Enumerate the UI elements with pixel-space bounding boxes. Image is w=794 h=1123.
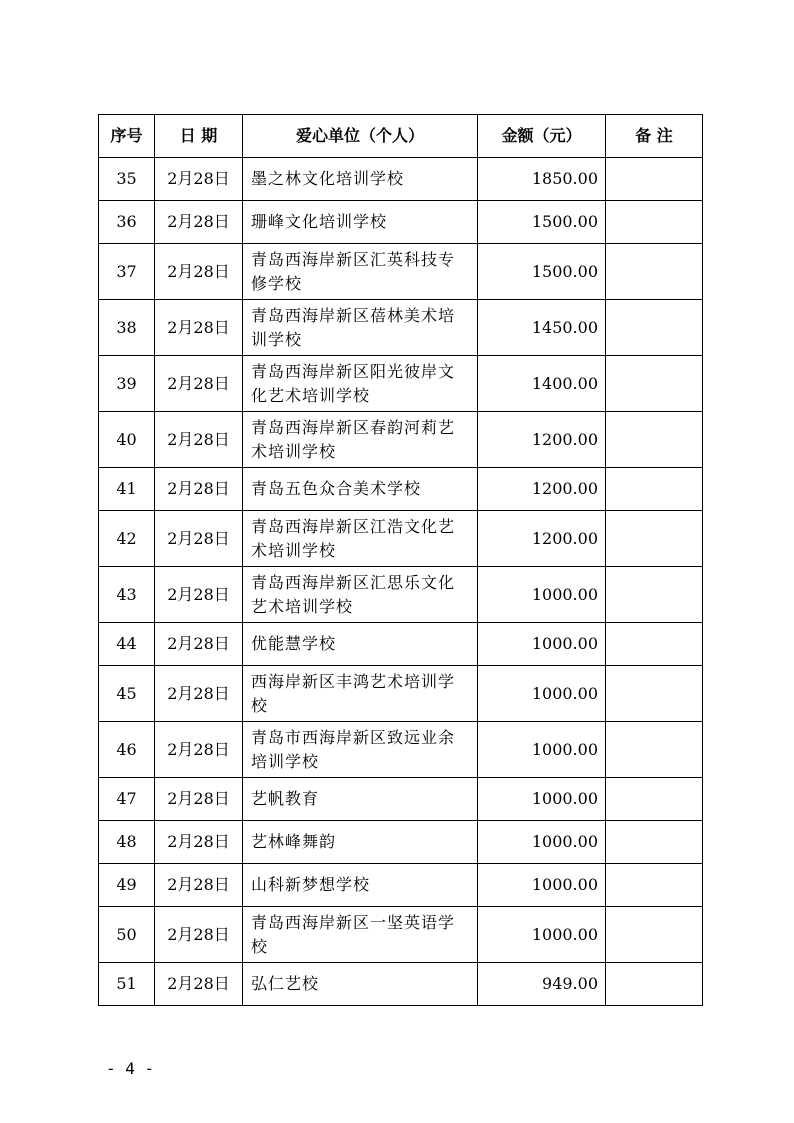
table-row — [99, 511, 703, 567]
cell-donor: 青岛市西海岸新区致远业余培训学校 — [243, 722, 478, 778]
cell-amount: 1000.00 — [478, 722, 606, 778]
cell-amount: 1000.00 — [478, 821, 606, 864]
cell-date: 2月28日 — [155, 623, 243, 666]
cell-serial-no: 41 — [99, 468, 155, 511]
cell-donor: 青岛西海岸新区汇思乐文化艺术培训学校 — [243, 567, 478, 623]
cell-amount: 949.00 — [478, 963, 606, 1006]
table-row — [99, 158, 703, 201]
table-row — [99, 300, 703, 356]
cell-date: 2月28日 — [155, 963, 243, 1006]
table-header-row — [99, 115, 703, 158]
table-row — [99, 722, 703, 778]
cell-donor: 青岛西海岸新区春韵河莉艺术培训学校 — [243, 412, 478, 468]
table-row — [99, 778, 703, 821]
cell-serial-no: 35 — [99, 158, 155, 201]
cell-amount: 1400.00 — [478, 356, 606, 412]
cell-date: 2月28日 — [155, 300, 243, 356]
cell-donor: 青岛西海岸新区一坚英语学校 — [243, 907, 478, 963]
cell-date: 2月28日 — [155, 356, 243, 412]
cell-serial-no: 38 — [99, 300, 155, 356]
cell-date: 2月28日 — [155, 201, 243, 244]
cell-amount: 1000.00 — [478, 907, 606, 963]
cell-amount: 1000.00 — [478, 623, 606, 666]
cell-donor: 墨之林文化培训学校 — [243, 158, 478, 201]
cell-serial-no: 39 — [99, 356, 155, 412]
header-donor: 爱心单位（个人） — [243, 115, 478, 158]
cell-serial-no: 36 — [99, 201, 155, 244]
cell-note — [606, 963, 703, 1006]
table-row — [99, 468, 703, 511]
cell-serial-no: 48 — [99, 821, 155, 864]
header-amount: 金额（元） — [478, 115, 606, 158]
cell-amount: 1000.00 — [478, 778, 606, 821]
cell-donor: 青岛西海岸新区江浩文化艺术培训学校 — [243, 511, 478, 567]
cell-serial-no: 37 — [99, 244, 155, 300]
cell-serial-no: 40 — [99, 412, 155, 468]
cell-donor: 珊峰文化培训学校 — [243, 201, 478, 244]
cell-serial-no: 51 — [99, 963, 155, 1006]
cell-note — [606, 864, 703, 907]
cell-donor: 优能慧学校 — [243, 623, 478, 666]
cell-note — [606, 468, 703, 511]
cell-date: 2月28日 — [155, 722, 243, 778]
table-row — [99, 963, 703, 1006]
table-row — [99, 821, 703, 864]
cell-amount: 1200.00 — [478, 412, 606, 468]
cell-date: 2月28日 — [155, 511, 243, 567]
cell-donor: 艺帆教育 — [243, 778, 478, 821]
cell-note — [606, 412, 703, 468]
cell-date: 2月28日 — [155, 821, 243, 864]
cell-serial-no: 46 — [99, 722, 155, 778]
cell-note — [606, 201, 703, 244]
table-row — [99, 412, 703, 468]
cell-donor: 青岛五色众合美术学校 — [243, 468, 478, 511]
cell-note — [606, 511, 703, 567]
cell-date: 2月28日 — [155, 412, 243, 468]
donation-table — [98, 114, 703, 1006]
header-note: 备 注 — [606, 115, 703, 158]
cell-donor: 青岛西海岸新区阳光彼岸文化艺术培训学校 — [243, 356, 478, 412]
cell-date: 2月28日 — [155, 158, 243, 201]
table-row — [99, 201, 703, 244]
cell-note — [606, 907, 703, 963]
cell-date: 2月28日 — [155, 567, 243, 623]
cell-note — [606, 722, 703, 778]
cell-amount: 1000.00 — [478, 666, 606, 722]
cell-amount: 1000.00 — [478, 864, 606, 907]
cell-serial-no: 47 — [99, 778, 155, 821]
table-row — [99, 567, 703, 623]
cell-serial-no: 44 — [99, 623, 155, 666]
header-serial-no: 序号 — [99, 115, 155, 158]
page-number: - 4 - — [106, 1059, 155, 1078]
cell-amount: 1200.00 — [478, 511, 606, 567]
cell-donor: 西海岸新区丰鸿艺术培训学校 — [243, 666, 478, 722]
cell-note — [606, 356, 703, 412]
cell-donor: 艺林峰舞韵 — [243, 821, 478, 864]
table-row — [99, 623, 703, 666]
cell-date: 2月28日 — [155, 907, 243, 963]
cell-donor: 弘仁艺校 — [243, 963, 478, 1006]
cell-note — [606, 158, 703, 201]
cell-amount: 1500.00 — [478, 244, 606, 300]
cell-note — [606, 300, 703, 356]
table-row — [99, 356, 703, 412]
cell-date: 2月28日 — [155, 666, 243, 722]
cell-serial-no: 45 — [99, 666, 155, 722]
cell-note — [606, 666, 703, 722]
cell-date: 2月28日 — [155, 244, 243, 300]
cell-donor: 青岛西海岸新区汇英科技专修学校 — [243, 244, 478, 300]
cell-amount: 1500.00 — [478, 201, 606, 244]
cell-note — [606, 567, 703, 623]
cell-date: 2月28日 — [155, 778, 243, 821]
cell-amount: 1200.00 — [478, 468, 606, 511]
cell-serial-no: 43 — [99, 567, 155, 623]
table-row — [99, 244, 703, 300]
cell-amount: 1000.00 — [478, 567, 606, 623]
cell-note — [606, 821, 703, 864]
cell-date: 2月28日 — [155, 864, 243, 907]
cell-donor: 青岛西海岸新区蓓林美术培训学校 — [243, 300, 478, 356]
cell-note — [606, 244, 703, 300]
table-row — [99, 666, 703, 722]
cell-amount: 1850.00 — [478, 158, 606, 201]
cell-serial-no: 42 — [99, 511, 155, 567]
cell-serial-no: 50 — [99, 907, 155, 963]
table-row — [99, 864, 703, 907]
header-date: 日 期 — [155, 115, 243, 158]
table-row — [99, 907, 703, 963]
cell-note — [606, 623, 703, 666]
cell-serial-no: 49 — [99, 864, 155, 907]
cell-amount: 1450.00 — [478, 300, 606, 356]
cell-note — [606, 778, 703, 821]
cell-date: 2月28日 — [155, 468, 243, 511]
cell-donor: 山科新梦想学校 — [243, 864, 478, 907]
